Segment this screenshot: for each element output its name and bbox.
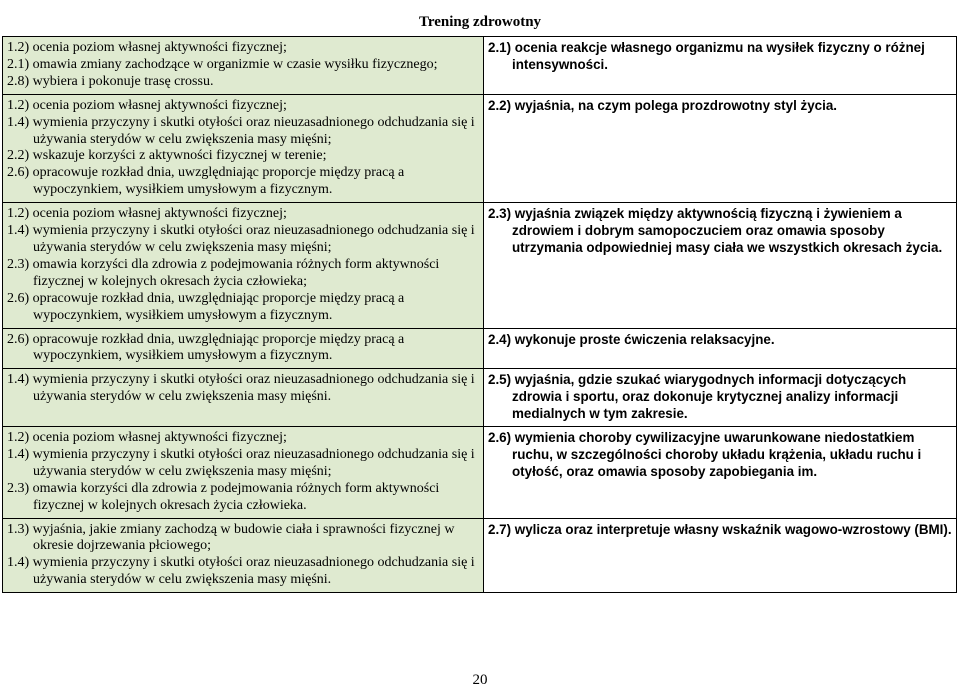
requirement-item: 2.1) omawia zmiany zachodzące w organizmie w czasie wysiłku fizycznego; — [7, 56, 438, 72]
table-row — [3, 369, 957, 427]
curriculum-table — [2, 36, 957, 593]
outcomes-cell — [484, 518, 957, 593]
requirement-item: 1.3) wyjaśnia, jakie zmiany zachodzą w budowie ciała i sprawności fizycznej w okresie dojrzewania płciowego; — [7, 521, 455, 554]
outcomes-cell — [484, 203, 957, 328]
requirements-cell — [3, 94, 484, 202]
table-body — [3, 37, 957, 593]
requirement-item: 1.4) wymienia przyczyny i skutki otyłości oraz nieuzasadnionego odchudzania się i używania sterydów w celu zwiększenia masy mięśni; — [7, 114, 475, 147]
requirement-item: 2.3) omawia korzyści dla zdrowia z podejmowania różnych form aktywności fizycznej w kolejnych okresach życia człowieka; — [7, 256, 440, 289]
outcomes-cell — [484, 369, 957, 427]
requirement-item: 2.8) wybiera i pokonuje trasę crossu. — [7, 73, 214, 89]
requirements-cell — [3, 37, 484, 95]
requirement-item: 1.4) wymienia przyczyny i skutki otyłości oraz nieuzasadnionego odchudzania się i używania sterydów w celu zwiększenia masy mięśni. — [7, 555, 475, 588]
outcomes-cell — [484, 427, 957, 519]
outcome-item: 2.1) ocenia reakcje własnego organizmu na wysiłek fizyczny o różnej intensywności. — [488, 40, 925, 72]
requirements-cell — [3, 328, 484, 369]
requirement-item: 2.6) opracowuje rozkład dnia, uwzględniając proporcje między pracą a wypoczynkiem, wysiłkiem umysłowym a fizycznym. — [7, 165, 405, 198]
page-number: 20 — [472, 672, 488, 688]
requirements-cell — [3, 427, 484, 519]
table-row — [3, 328, 957, 369]
requirement-item: 1.4) wymienia przyczyny i skutki otyłości oraz nieuzasadnionego odchudzania się i używania sterydów w celu zwiększenia masy mięśni. — [7, 372, 475, 405]
table-row — [3, 94, 957, 202]
outcome-item: 2.2) wyjaśnia, na czym polega prozdrowotny styl życia. — [488, 97, 838, 113]
table-row — [3, 518, 957, 593]
requirement-item: 1.2) ocenia poziom własnej aktywności fizycznej; — [7, 97, 287, 113]
requirement-item: 2.6) opracowuje rozkład dnia, uwzględniając proporcje między pracą a wypoczynkiem, wysiłkiem umysłowym a fizycznym. — [7, 290, 405, 323]
requirement-item: 2.2) wskazuje korzyści z aktywności fizycznej w terenie; — [7, 148, 327, 164]
outcome-item: 2.3) wyjaśnia związek między aktywnością fizyczną i żywieniem a zdrowiem i dobrym samopoczuciem oraz omawia sposoby utrzymania odpowiedniej masy ciała we wszystkich okresach życia. — [488, 206, 943, 255]
requirement-item: 1.4) wymienia przyczyny i skutki otyłości oraz nieuzasadnionego odchudzania się i używania sterydów w celu zwiększenia masy mięśni; — [7, 223, 475, 255]
outcomes-cell — [484, 94, 957, 202]
requirement-item: 1.2) ocenia poziom własnej aktywności fizycznej; — [7, 40, 287, 55]
outcome-item: 2.6) wymienia choroby cywilizacyjne uwarunkowane niedostatkiem ruchu, w szczególności choroby układu krążenia, układu ruchu i otyłość, oraz omawia sposoby zapobiegania im. — [488, 430, 922, 479]
requirement-item: 1.2) ocenia poziom własnej aktywności fizycznej; — [7, 430, 287, 446]
requirement-item: 2.3) omawia korzyści dla zdrowia z podejmowania różnych form aktywności fizycznej w kolejnych okresach życia człowieka. — [7, 480, 440, 513]
table-row — [3, 37, 957, 95]
outcome-item: 2.7) wylicza oraz interpretuje własny wskaźnik wagowo-wzrostowy (BMI). — [488, 521, 952, 537]
requirements-cell — [3, 203, 484, 328]
outcomes-cell — [484, 328, 957, 369]
outcome-item: 2.4) wykonuje proste ćwiczenia relaksacyjne. — [488, 331, 775, 347]
page-title: Trening zdrowotny — [418, 14, 542, 30]
table-row — [3, 203, 957, 328]
requirement-item: 2.6) opracowuje rozkład dnia, uwzględniając proporcje między pracą a wypoczynkiem, wysiłkiem umysłowym a fizycznym. — [7, 331, 405, 364]
outcomes-cell — [484, 37, 957, 95]
table-row — [3, 427, 957, 519]
requirement-item: 1.2) ocenia poziom własnej aktywności fizycznej; — [7, 206, 287, 222]
requirements-cell — [3, 369, 484, 427]
requirement-item: 1.4) wymienia przyczyny i skutki otyłości oraz nieuzasadnionego odchudzania się i używania sterydów w celu zwiększenia masy mięśni; — [7, 446, 475, 479]
requirements-cell — [3, 518, 484, 593]
outcome-item: 2.5) wyjaśnia, gdzie szukać wiarygodnych informacji dotyczących zdrowia i sportu, oraz dokonuje krytycznej analizy informacji medialnych w tym zakresie. — [488, 372, 907, 422]
